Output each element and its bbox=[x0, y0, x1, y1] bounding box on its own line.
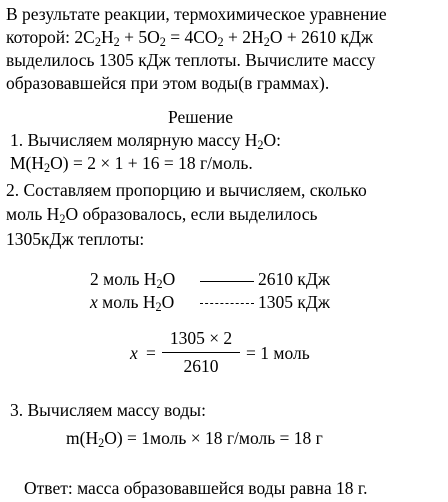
fraction-equals: = bbox=[146, 343, 156, 363]
problem-line-2: которой: $2C_2H_2 + 5O_2 = 4CO_2 + 2H_2O + 2610$ кДж bbox=[6, 27, 373, 50]
proportion-line-1-right: 2610 кДж bbox=[258, 269, 330, 289]
fraction-bar bbox=[162, 352, 240, 353]
problem-line-4: образовавшейся при этом воды(в граммах). bbox=[6, 73, 330, 93]
mass-line: $m(H_2O)$ = 1моль × 18 г/моль = 18 г bbox=[66, 428, 323, 451]
step-2-line-3: 1305кДж теплоты: bbox=[6, 229, 145, 249]
solution-heading: Решение bbox=[168, 107, 234, 127]
step-2-line-2: моль $H_2O$ образовалось, если выделилось bbox=[6, 204, 318, 227]
step-3: 3. Вычисляем массу воды: bbox=[10, 400, 206, 420]
molar-mass-line: $M(H_2O) = 2 \times 1 + 16 = 18$ г/моль. bbox=[10, 153, 253, 176]
problem-line-1: В результате реакции, термохимическое уравнение bbox=[6, 4, 387, 24]
proportion-line-1-dash bbox=[200, 281, 254, 282]
problem-line-3: выделилось 1305 кДж теплоты. Вычислите массу bbox=[6, 50, 376, 70]
fraction-numerator: 1305 × 2 bbox=[169, 328, 233, 348]
fraction-x: x bbox=[130, 343, 138, 363]
proportion-line-2-dash bbox=[200, 303, 254, 304]
proportion-line-2-left: x моль $H_2O$ bbox=[90, 292, 175, 315]
proportion-line-2-right: 1305 кДж bbox=[258, 292, 330, 312]
fraction-result: = 1 моль bbox=[246, 343, 310, 363]
step-1: 1. Вычисляем молярную массу $H_2O$: bbox=[10, 130, 281, 153]
answer-line: Ответ: масса образовавшейся воды равна 18 г. bbox=[24, 478, 368, 498]
proportion-line-1-left: 2 моль $H_2O$ bbox=[90, 269, 176, 292]
fraction-denominator: 2610 bbox=[183, 356, 219, 376]
step-2-line-1: 2. Составляем пропорцию и вычисляем, сколько bbox=[6, 180, 367, 200]
